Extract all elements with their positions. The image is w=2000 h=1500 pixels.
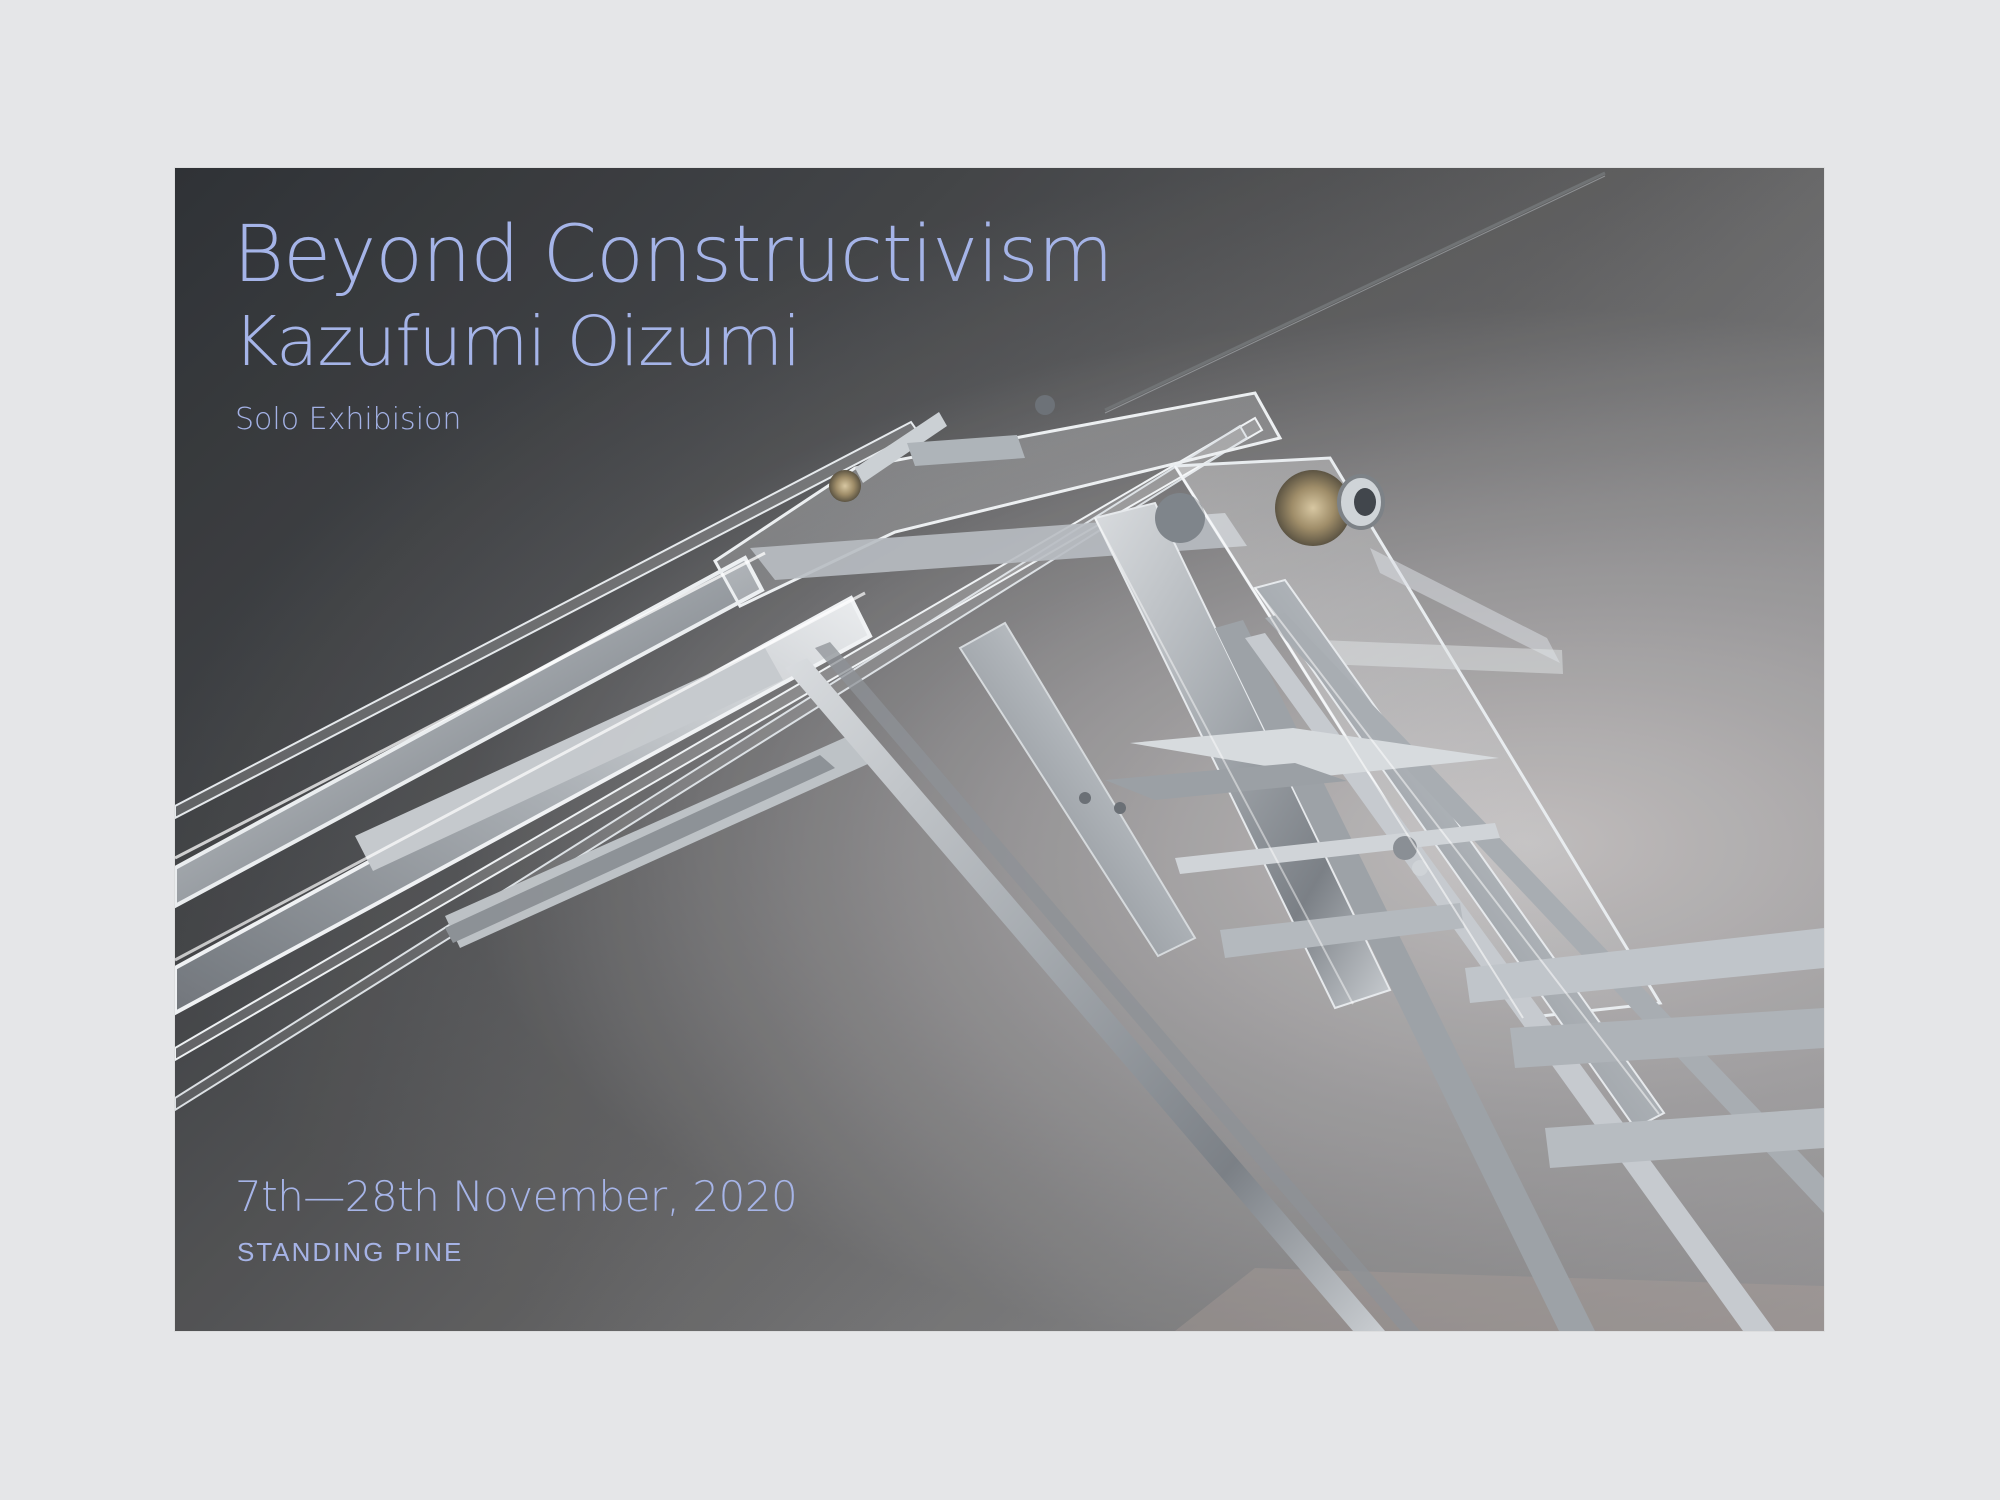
exhibition-poster [175, 168, 1824, 1331]
artist-name: Kazufumi Oizumi [233, 302, 801, 382]
exhibition-subtitle: Solo Exhibision [235, 402, 462, 437]
exhibition-title: Beyond Constructivism [233, 210, 1113, 300]
venue-name: STANDING PINE [237, 1237, 464, 1267]
exhibition-dates: 7th—28th November, 2020 [235, 1172, 798, 1221]
